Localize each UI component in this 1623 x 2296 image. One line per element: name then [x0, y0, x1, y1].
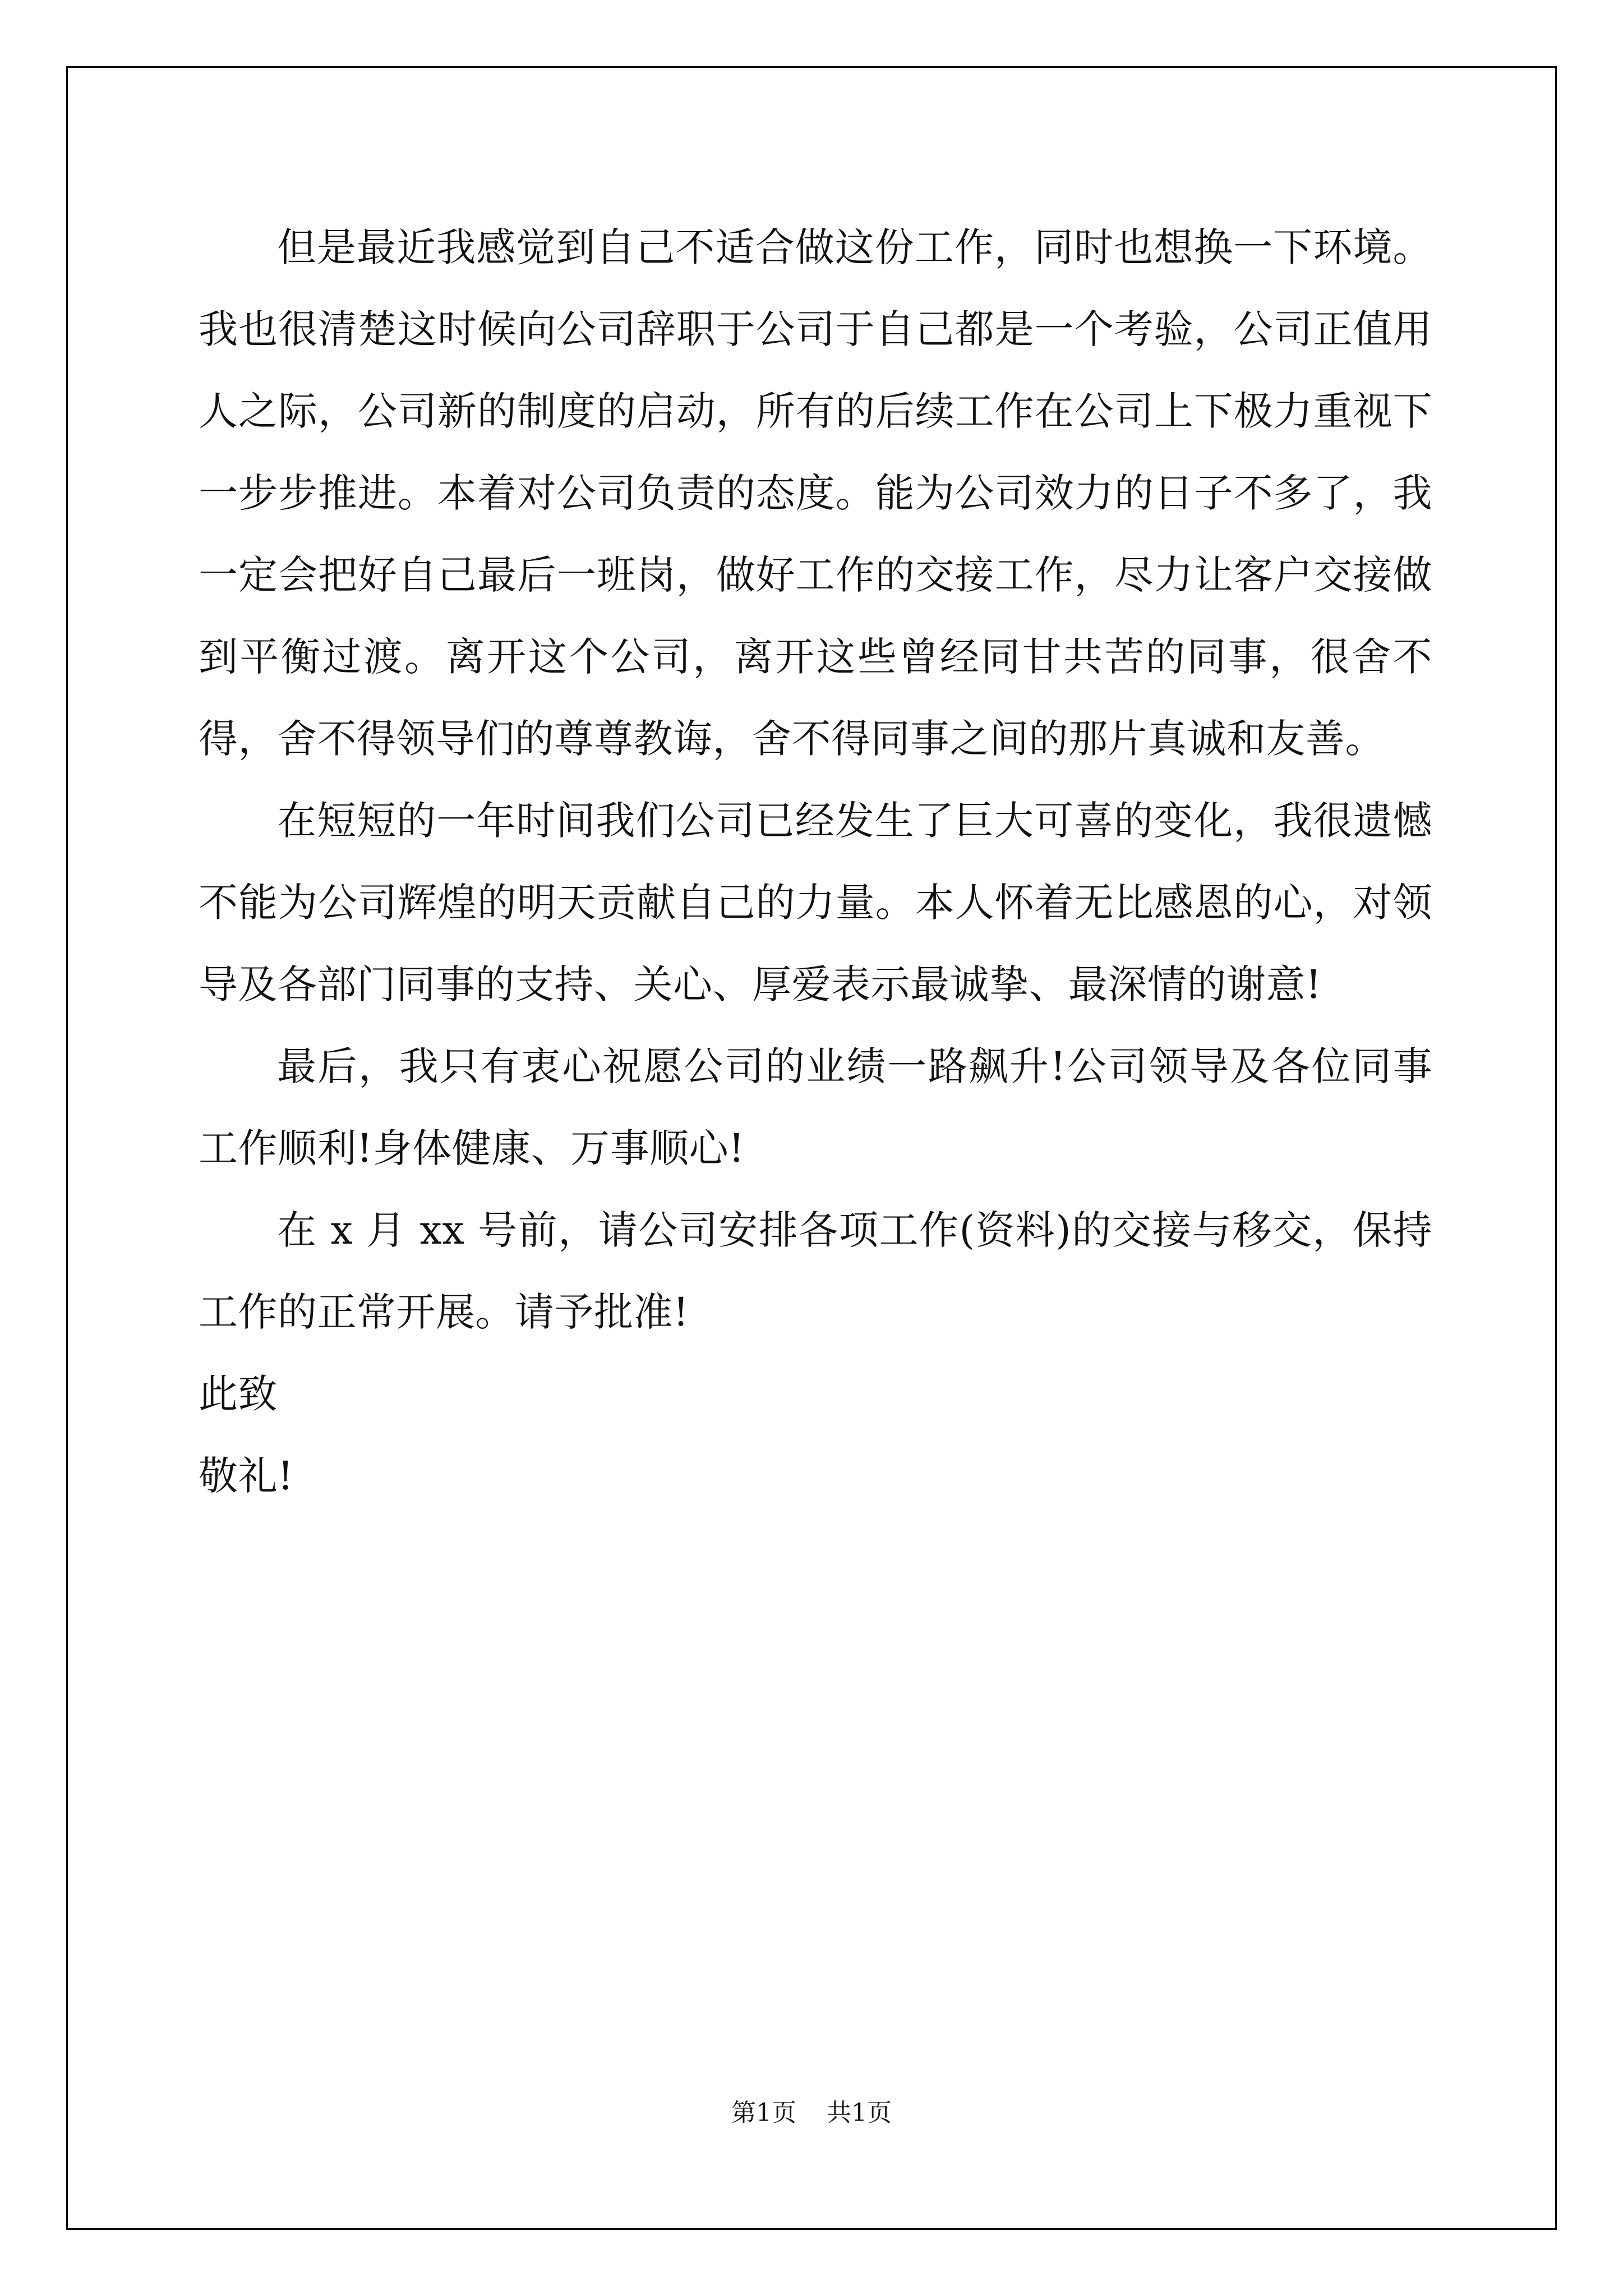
paragraph-1: 但是最近我感觉到自己不适合做这份工作，同时也想换一下环境。我也很清楚这时候向公司辞职于公司于自己都是一个考验，公司正值用人之际，公司新的制度的启动，所有的后续工作在公司上下极力重视下一步步推进。本着对公司负责的态度。能为公司效力的日子不多了，我一定会把好自己最后一班岗，做好工作的交接工作，尽力让客户交接做到平衡过渡。离开这个公司，离开这些曾经同甘共苦的同事，很舍不得，舍不得领导们的尊尊教诲，舍不得同事之间的那片真诚和友善。: [199, 224, 1432, 762]
paragraph-4: 在 x 月 xx 号前，请公司安排各项工作(资料)的交接与移交，保持工作的正常开展。请予批准!: [199, 1207, 1432, 1335]
paragraph-3: 最后，我只有衷心祝愿公司的业绩一路飙升!公司领导及各位同事工作顺利!身体健康、万事顺心!: [199, 1043, 1432, 1171]
letter-body: [199, 206, 1432, 1517]
closing-regards: 敬礼!: [199, 1453, 294, 1499]
page-number-total: 共1页: [827, 2099, 892, 2127]
closing-salutation: 此致: [199, 1371, 278, 1417]
paragraph-2: 在短短的一年时间我们公司已经发生了巨大可喜的变化，我很遗憾不能为公司辉煌的明天贡献自己的力量。本人怀着无比感恩的心，对领导及各部门同事的支持、关心、厚爱表示最诚挚、最深情的谢意!: [199, 798, 1432, 1007]
page-footer: [0, 2092, 1623, 2128]
page-number-current: 第1页: [731, 2099, 796, 2127]
